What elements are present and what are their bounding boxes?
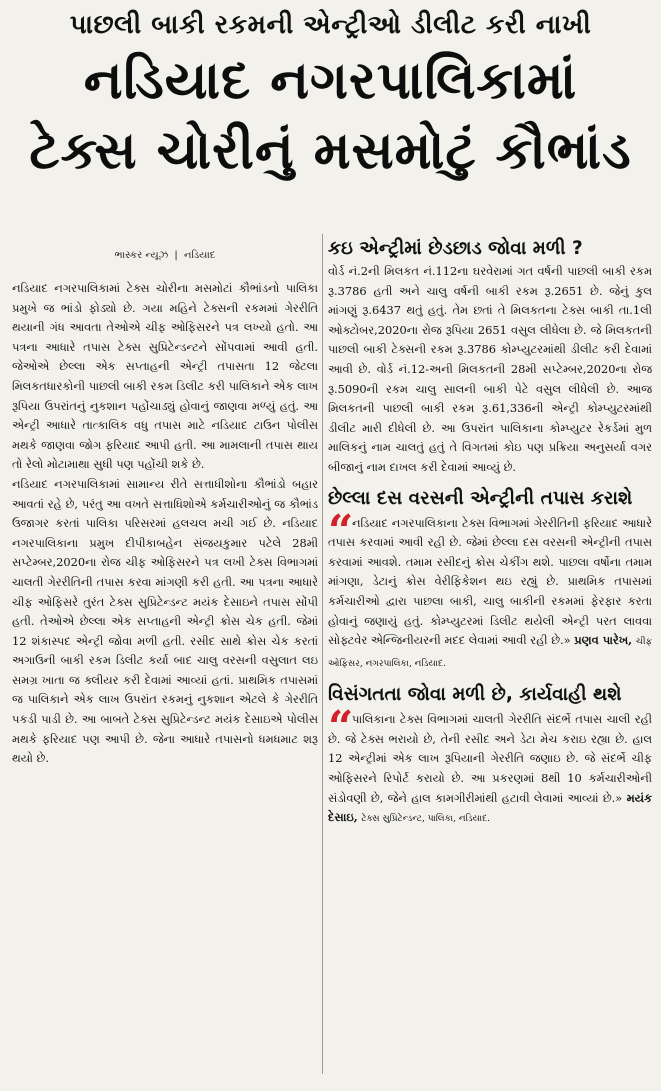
section2-text <box>328 514 652 675</box>
left-column <box>12 234 318 769</box>
quote-mark-icon: “ <box>328 702 354 754</box>
byline-separator: | <box>174 250 178 261</box>
section2-body: નડિયાદ નગરપાલિકાના ટેક્સ વિભાગમાં ગેરરીતિની ફરિયાદ આધારે તપાસ કરવામાં આવી રહી છે. જેમાં છેલ્લા દસ વરસની એન્ટ્રીની તપાસ કરવામાં આવશે. તમામ રસીદનું ક્રોસ ચેકીંગ થશે. પાછલા વર્ષોના તમામ માંગણા, ડેટાનું ક્રોસ વેરીફિકેશન થઇ રહ્યું છે. પ્રાથમિક તપાસમાં કર્મચારીઓ દ્વારા પાછલા બાકી, ચાલુ બાકીની રકમમાં ફેરફાર કરતા હોવાનું જણાયું હતું. કોમ્પ્યુટરમાં ડિલીટ થયેલી એન્ટ્રી પરત લાવવા સોફ્ટવેર એન્જિનીયરની મદદ લેવામાં આવી રહી છે.» <box>328 515 652 648</box>
section1-text: વોર્ડ નં.2ની મિલકત નં.112ના ઘરવેરામાં ગત વર્ષની પાછલી બાકી રકમ રૂ.3786 હતી અને ચાલુ વર્ષની બાકી રકમ રૂ.2651 છે. જેનું કુલ માંગણું રૂ.6437 થતું હતું. તેમ છતાં તે મિલકતના ટેક્સ બાકી તા.1લી ઓક્ટોબર,2020ના રોજ રૂપિયા 2651 વસુલ લીધેલા છે. જે મિલકતની પાછલી બાકી ટેક્સની રકમ રૂ.3786 કોમ્પ્યુટરમાંથી ડીલીટ કરી દેવામાં આવી છે. વોર્ડ નં.12-અની મિલકતની 28મી સપ્ટેમ્બર,2020ના રોજ રૂ.5090ની રકમ ચાલુ સાલની બાકી પેટે વસુલ લીધેલી છે. આજ મિલકતની પાછલી બાકી રકમ રૂ.61,336ની એન્ટ્રી કોમ્પ્યુટરમાંથી ડીલીટ મારી દીધેલી છે. આ ઉપરાંત પાલિકાના કોમ્પ્યુટર રેકર્ડમાં મુળ માલિકનું નામ ચાલતું હતું તે વિગતમાં કોઇ પણ પ્રક્રિયા અનુસર્યા વગર બીજાનું નામ દાખલ કરી દેવામાં આવ્યું છે. <box>328 264 652 474</box>
main-headline-line1: નડિયાદ નગરપાલિકામાં <box>83 51 578 111</box>
section3-body: પાલિકાના ટેક્સ વિભાગમાં ચાલતી ગેરરીતિ સંદર્ભે તપાસ ચાલી રહી છે. જે ટેક્સ ભરાયો છે, તેની રસીદ અને ડેટા મેચ કરાઇ રહ્યા છે. હાલ 12 એન્ટ્રીમાં એક લાખ રૂપિયાની ગેરરીતિ જણાઇ છે. જે સંદર્ભે ચીફ ઓફિસરને રિપોર્ટ કરાયો છે. આ પ્રકરણમાં 8થી 10 કર્મચારીઓની સંડોવણી છે, જેને હાલ કામગીરીમાંથી હટાવી લેવામાં આવ્યાં છે.» <box>328 712 652 805</box>
subhead-ten-years: છેલ્લા દસ વરસની એન્ટ્રીની તપાસ કરાશે <box>328 487 633 509</box>
subhead-discrepancy: વિસંગતતા જોવા મળી છે, કાર્યવાહી થશે <box>328 684 622 706</box>
attrib3-role: ટેક્સ સુપ્રિટેન્ડન્ટ, પાલિકા, નડિયાદ. <box>361 814 491 825</box>
left-paragraph-1: નડિયાદ નગરપાલિકામાં ટેક્સ ચોરીના મસમોટાં કૌભાંડનો પાલિકા પ્રમુખે જ ભાંડો ફોડ્યો છે. ગયા મહિને ટેક્સની રકમમાં ગેરરીતિ થયાની ગંધ આવતા તેઓએ ચીફ ઓફિસરને પત્ર લખ્યો હતો. આ પત્રના આધારે તપાસ ટેક્સ સુપ્રિટેન્ડન્ટને સોંપવામાં આવી હતી. જેઓએ છેલ્લા એક સપ્તાહની એન્ટ્રી તપાસતા 12 જેટલા મિલકતધારકોની પાછલી બાકી રકમ ડિલીટ કરી પાલિકાને એક લાખ રૂપિયા ઉપરાંતનું નુકશાન પહોંચાડ્યું હોવાનું જાણવા મળ્યું હતું. આ એન્ટ્રી આધારે તાત્કાલિક વધુ તપાસ માટે નડિયાદ ટાઉન પોલીસ મથકે જાણવા જોગ ફરિયાદ આપી હતી. આ મામલાની તપાસ થાય તો રેલો મોટામાથા સુધી પણ પહોંચી શકે છે. <box>12 281 318 472</box>
attrib3-name: મયંક દેસાઇ, <box>328 790 652 825</box>
byline-source: ભાસ્કર ન્યૂઝ <box>114 250 169 261</box>
kicker-headline: પાછલી બાકી રકમની એન્ટ્રીઓ ડીલીટ કરી નાખી <box>69 10 592 40</box>
section3-text <box>328 710 652 830</box>
attrib2-name: પ્રણવ પારેખ, <box>574 633 633 648</box>
column-divider <box>322 234 323 1074</box>
left-body <box>12 279 318 769</box>
byline <box>12 250 318 261</box>
quote-mark-icon: “ <box>328 505 354 557</box>
attrib2-role: ચીફ ઓફિસર, નગરપાલિકા, નડિયાદ. <box>328 637 652 669</box>
right-column <box>328 234 652 830</box>
main-headline-line2: ટેક્સ ચોરીનું મસમોટું કૌભાંડ <box>29 121 632 181</box>
left-paragraph-2: નડિયાદ નગરપાલિકામાં સામાન્ય રીતે સત્તાધીશોના કૌભાંડો બહાર આવતાં રહે છે, પરંતુ આ વખતે સત્તાધિશોએ કર્મચારીઓનું જ કૌભાંડ ઉજાગર કરતાં પાલિકા પરિસરમાં હલચલ મચી ગઈ છે. નડિયાદ નગરપાલિકાના પ્રમુખ દીપીકાબહેન સંજયકુમાર પટેલે 28મી સપ્ટેમ્બર,2020ના રોજ ચીફ ઓફિસરને પત્ર લખી ટેક્સ વિભાગમાં ચાલતી ગેરરીતિની તપાસ કરવા માંગણી કરી હતી. આ પત્રના આધારે ચીફ ઓફિસરે તુરંત ટેક્સ સુપ્રિટેન્ડન્ટ મયંક દેસાઇને તપાસ સોંપી હતી. તેઓએ છેલ્લા એક સપ્તાહની એન્ટ્રી ક્રોસ ચેક હતી. જેમાં 12 શંકાસ્પદ એન્ટ્રી જોવા મળી હતી. રસીદ સાથે ક્રોસ ચેક કરતાં અગાઉની બાકી રકમ ડિલીટ કર્યા બાદ ચાલુ વરસની વસુલાત લઇ સમગ્ર ખાતા જ ક્લીયર કરી દેવામાં આવ્યાં હતાં. પ્રાથમિક તપાસમાં જ પાલિકાને એક લાખ ઉપરાંત રકમનું નુકશાન એટલે કે ગેરરીતિ પકડી પાડી છે. આ બાબતે ટેક્સ સુપ્રિટેન્ડન્ટ મયંક દેસાઇએ પોલીસ મથકે ફરિયાદ પણ આપી છે. જેના આધારે તપાસનો ધમધમાટ શરૂ થયો છે. <box>12 476 318 766</box>
quote-block-tax-superintendent <box>328 702 652 830</box>
byline-place: નડિયાદ <box>183 250 216 261</box>
subhead-which-entry: કઇ એન્ટ્રીમાં છેડછાડ જોવા મળી ? <box>328 238 583 259</box>
article-columns <box>12 234 652 1084</box>
quote-block-chief-officer <box>328 505 652 675</box>
